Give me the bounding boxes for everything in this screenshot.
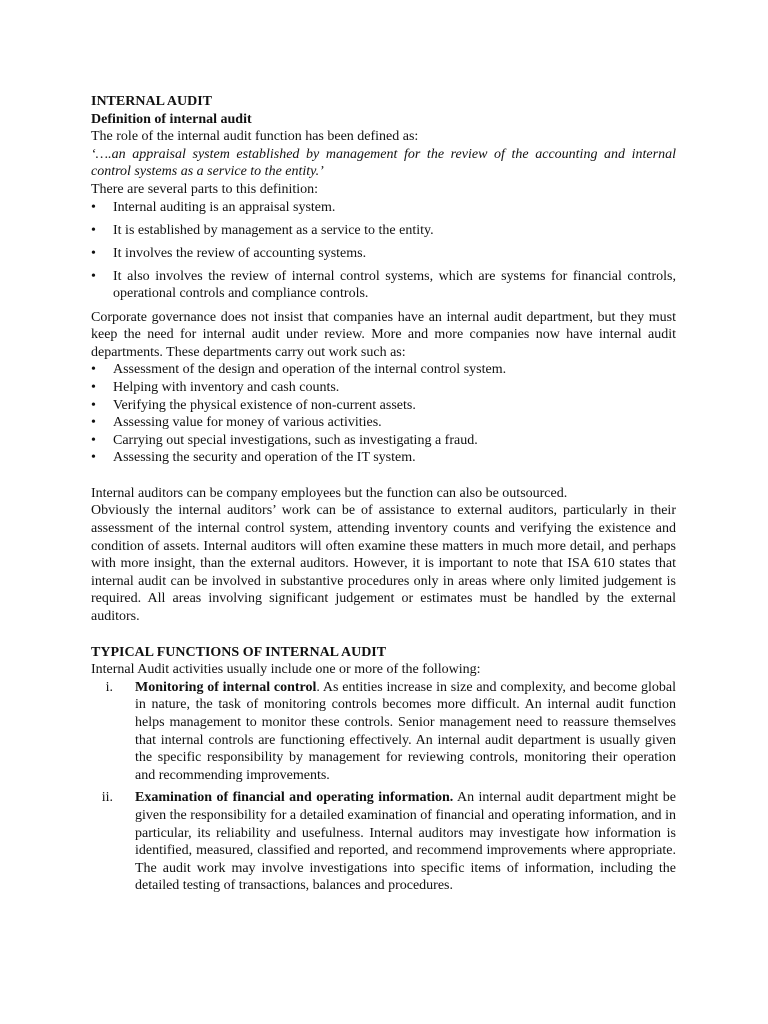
spacer [91, 467, 676, 485]
bullet-icon: • [91, 362, 96, 378]
bullet-icon: • [91, 397, 96, 413]
list-item: • Assessing value for money of various activities. [91, 415, 382, 431]
list-item: • It involves the review of accounting systems. [91, 245, 367, 261]
list-item [91, 789, 676, 895]
bullet-icon: • [91, 379, 96, 395]
item-number: i. [105, 679, 113, 695]
item-number: ii. [101, 790, 113, 806]
bullet-icon: • [91, 199, 96, 215]
list-item: • It also involves the review of internal control systems, which are systems for financial controls, operational controls and compliance controls. [91, 268, 676, 302]
list-item: • Internal auditing is an appraisal system. [91, 199, 336, 215]
function-title: Examination of financial and operating information. [135, 790, 454, 806]
spacer [91, 626, 676, 644]
functions-list [91, 679, 676, 895]
intro-text: The role of the internal audit function has been defined as: [91, 129, 419, 145]
list-item: • Assessing the security and operation of the IT system. [91, 450, 416, 466]
internal-audit-work-list [91, 361, 676, 467]
assistance-paragraph: Obviously the internal auditors’ work can be of assistance to external auditors, particularly in their assessment of the internal control system, attending inventory counts and verifying the existence and condition of assets. Internal auditors will often examine these matters in much more detail, and perhaps with more insight, than the external auditors. However, it is important to note that ISA 610 states that internal audit can be involved in substantive procedures only in areas where only limited judgement is required. All areas involving significant judgement or estimates must be handled by the external auditors. [91, 503, 676, 625]
functions-heading: TYPICAL FUNCTIONS OF INTERNAL AUDIT [91, 644, 387, 660]
list-item: • It is established by management as a service to the entity. [91, 222, 434, 238]
function-text: . As entities increase in size and complexity, and become global in nature, the task of monitoring controls becomes more difficult. An internal audit function helps management to monitor these controls. Senior management need to reassure themselves that internal controls are functioning effectively. An internal audit department is usually given the specific responsibility by management for reviewing controls, monitoring their operation and recommending improvements. [135, 679, 676, 783]
section-subheading: Definition of internal audit [91, 111, 252, 127]
bullet-icon: • [91, 450, 96, 466]
functions-intro: Internal Audit activities usually include one or more of the following: [91, 662, 481, 678]
function-text: An internal audit department might be given the responsibility for a detailed examination of financial and operating information, and in particular, its reliability and usefulness. Internal auditors may investigate how information is identified, measured, classified and reported, and recommend improvements where appropriate. The audit work may involve investigations into specific items of information, including the detailed testing of transactions, balances and procedures. [135, 790, 676, 894]
list-item [91, 679, 676, 785]
bullet-icon: • [91, 245, 96, 261]
document-page [91, 93, 676, 900]
list-item: • Assessment of the design and operation of the internal control system. [91, 362, 507, 378]
bullet-icon: • [91, 268, 96, 284]
parts-intro: There are several parts to this definition: [91, 181, 319, 197]
bullet-icon: • [91, 222, 96, 238]
document-heading: INTERNAL AUDIT [91, 94, 212, 109]
bullet-icon: • [91, 415, 96, 431]
bullet-icon: • [91, 432, 96, 448]
definition-parts-list [91, 199, 676, 303]
outsourced-paragraph: Internal auditors can be company employees but the function can also be outsourced. [91, 485, 568, 501]
function-title: Monitoring of internal control [135, 679, 317, 695]
governance-paragraph: Corporate governance does not insist that companies have an internal audit department, but they must keep the need for internal audit under review. More and more companies now have internal audit departments. These departments carry out work such as: [91, 309, 676, 360]
list-item: • Carrying out special investigations, such as investigating a fraud. [91, 432, 478, 448]
definition-quote: ‘….an appraisal system established by management for the review of the accounting and internal control systems as a service to the entity.’ [91, 146, 676, 180]
list-item: • Helping with inventory and cash counts. [91, 379, 340, 395]
list-item: • Verifying the physical existence of non-current assets. [91, 397, 416, 413]
